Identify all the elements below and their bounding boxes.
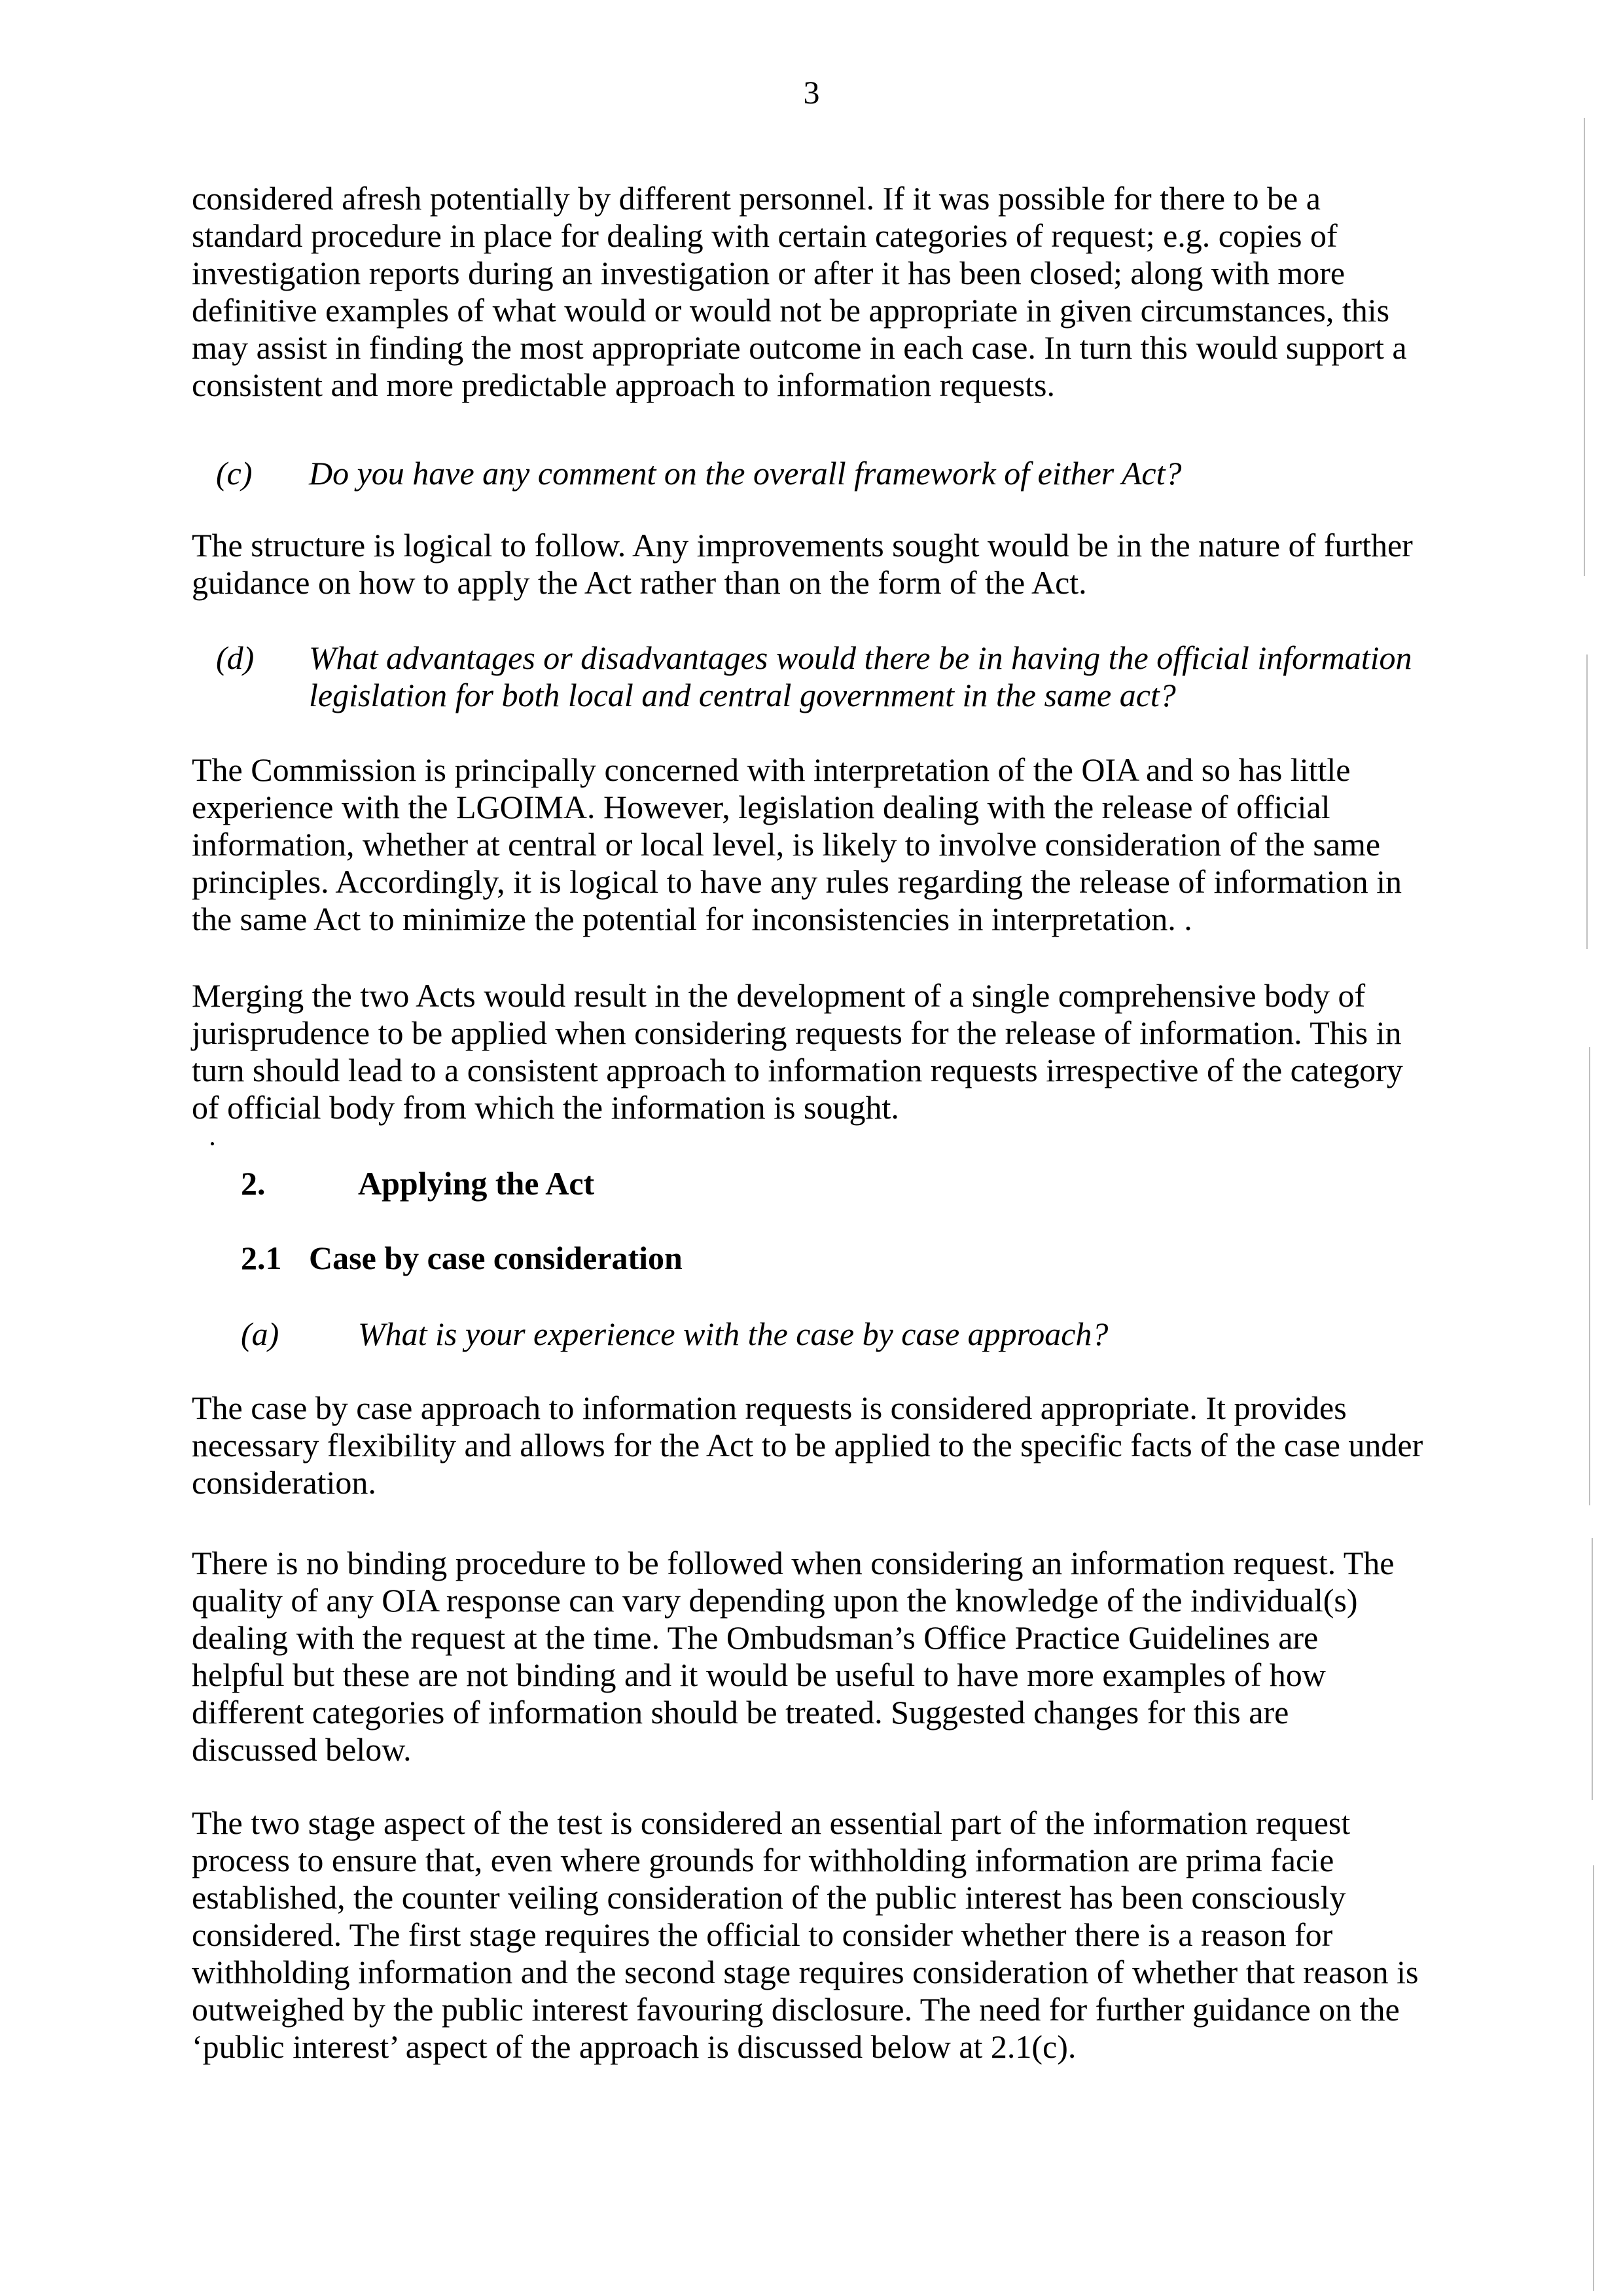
text-line: The Commission is principally concerned with interpretation of the OIA and so has little xyxy=(192,751,1351,788)
text-line: quality of any OIA response can vary depending upon the knowledge of the individual(s) xyxy=(192,1582,1358,1619)
question-c-text xyxy=(309,455,1181,492)
text-line: established, the counter veiling consideration of the public interest has been consciously xyxy=(192,1879,1346,1916)
question-d-label: (d) xyxy=(216,639,255,676)
text-line: Merging the two Acts would result in the development of a single comprehensive body of xyxy=(192,977,1366,1014)
text-line: dealing with the request at the time. The Ombudsman’s Office Practice Guidelines are xyxy=(192,1619,1319,1656)
question-line: legislation for both local and central government in the same act? xyxy=(309,677,1176,713)
section-2-title: Applying the Act xyxy=(358,1165,595,1202)
question-a-label: (a) xyxy=(241,1316,279,1352)
text-line: The two stage aspect of the test is considered an essential part of the information request xyxy=(192,1804,1351,1841)
text-line: The case by case approach to information requests is considered appropriate. It provides xyxy=(192,1390,1347,1426)
question-line: What is your experience with the case by case approach? xyxy=(358,1316,1109,1352)
text-line: investigation reports during an investigation or after it has been closed; along with more xyxy=(192,255,1346,291)
paragraph-merging-acts xyxy=(192,977,1422,1126)
text-line: the same Act to minimize the potential for inconsistencies in interpretation. . xyxy=(192,901,1192,937)
question-line: Do you have any comment on the overall framework of either Act? xyxy=(309,455,1182,492)
text-line: The structure is logical to follow. Any improvements sought would be in the nature of further xyxy=(192,527,1413,564)
text-line: outweighed by the public interest favouring disclosure. The need for further guidance on the xyxy=(192,1991,1400,2028)
text-line: helpful but these are not binding and it would be useful to have more examples of how xyxy=(192,1657,1326,1693)
question-line: What advantages or disadvantages would there be in having the official information xyxy=(309,639,1412,676)
text-line: consistent and more predictable approach to information requests. xyxy=(192,367,1056,403)
text-line: considered. The first stage requires the official to consider whether there is a reason for xyxy=(192,1916,1333,1953)
question-d-text xyxy=(309,639,1412,714)
section-2-1-number: 2.1 xyxy=(241,1240,282,1276)
text-line: of official body from which the information is sought. xyxy=(192,1089,899,1126)
text-line: definitive examples of what would or would not be appropriate in given circumstances, this xyxy=(192,292,1390,329)
paragraph-two-stage-test xyxy=(192,1804,1422,2066)
text-line: experience with the LGOIMA. However, legislation dealing with the release of official xyxy=(192,789,1330,825)
text-line: jurisprudence to be applied when considering requests for the release of information. This in xyxy=(192,1014,1402,1051)
question-c-label: (c) xyxy=(216,455,253,492)
text-line: different categories of information should be treated. Suggested changes for this are xyxy=(192,1694,1289,1731)
text-line: turn should lead to a consistent approach to information requests irrespective of the category xyxy=(192,1052,1403,1088)
text-line: necessary flexibility and allows for the Act to be applied to the specific facts of the case under xyxy=(192,1427,1423,1463)
paragraph-binding-procedure xyxy=(192,1545,1422,1768)
text-line: guidance on how to apply the Act rather than on the form of the Act. xyxy=(192,564,1087,601)
text-line: withholding information and the second stage requires consideration of whether that reason is xyxy=(192,1954,1419,1990)
text-line: process to ensure that, even where grounds for withholding information are prima facie xyxy=(192,1842,1334,1878)
section-2-1-title: Case by case consideration xyxy=(309,1240,683,1276)
text-line: consideration. xyxy=(192,1464,376,1501)
question-a-text xyxy=(358,1316,1108,1353)
text-line: standard procedure in place for dealing with certain categories of request; e.g. copies of xyxy=(192,217,1338,254)
stray-mark xyxy=(211,1142,214,1145)
page-number: 3 xyxy=(803,74,820,111)
text-line: There is no binding procedure to be followed when considering an information request. The xyxy=(192,1545,1395,1581)
text-line: discussed below. xyxy=(192,1731,412,1768)
text-line: may assist in finding the most appropriate outcome in each case. In turn this would support a xyxy=(192,329,1407,366)
text-line: information, whether at central or local level, is likely to involve consideration of the same xyxy=(192,826,1381,863)
paragraph-framework-answer xyxy=(192,527,1422,601)
text-line: considered afresh potentially by different personnel. If it was possible for there to be a xyxy=(192,180,1321,217)
text-line: principles. Accordingly, it is logical to have any rules regarding the release of information in xyxy=(192,863,1402,900)
paragraph-case-by-case-answer xyxy=(192,1390,1422,1501)
paragraph-commission-answer xyxy=(192,751,1422,938)
paragraph-continuation xyxy=(192,180,1422,404)
scan-edge-artifact xyxy=(1544,0,1623,2296)
text-line: ‘public interest’ aspect of the approach is discussed below at 2.1(c). xyxy=(192,2028,1077,2065)
section-2-number: 2. xyxy=(241,1165,266,1202)
